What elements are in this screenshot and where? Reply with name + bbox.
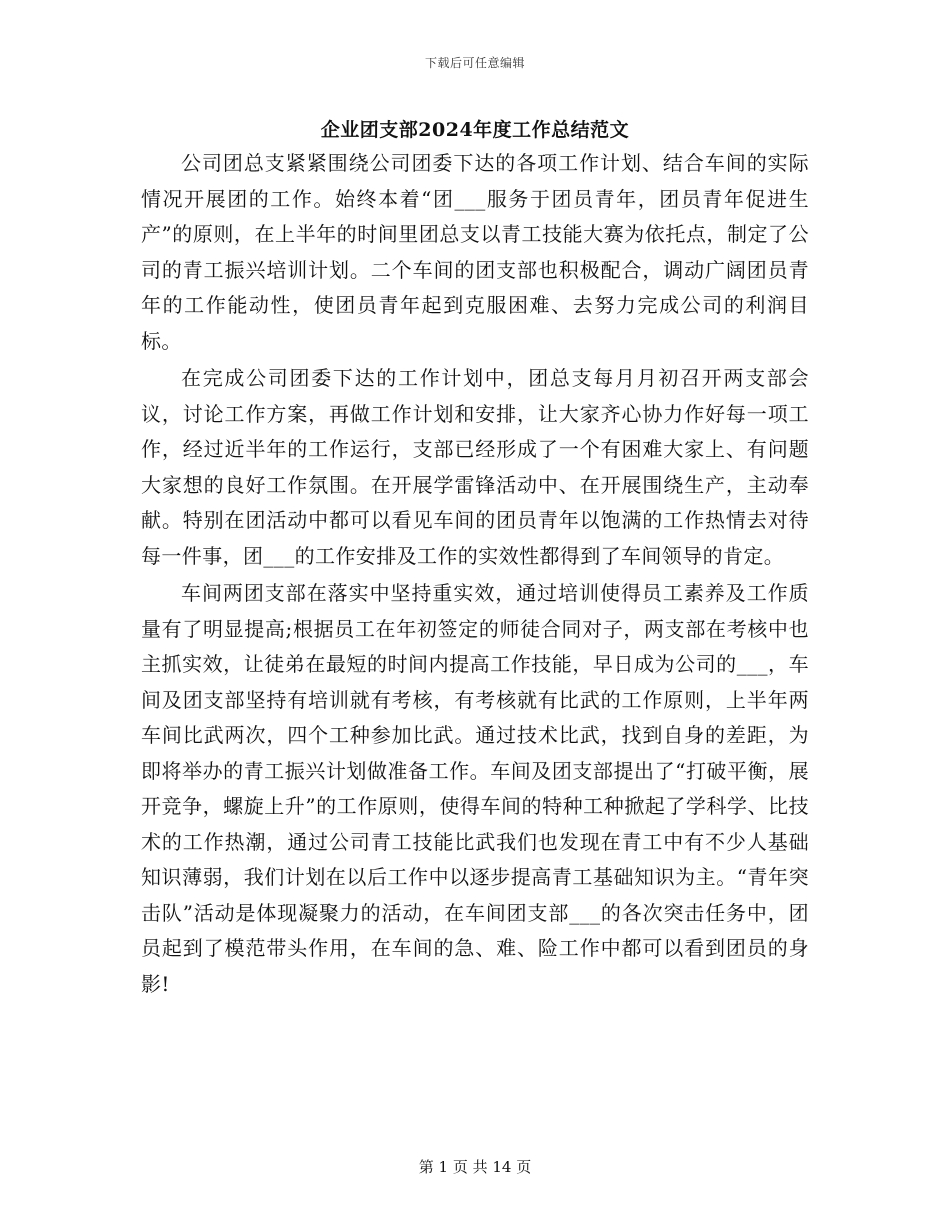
paragraph-2: 在完成公司团委下达的工作计划中，团总支每月月初召开两支部会议，讨论工作方案，再做工作计划和安排，让大家齐心协力作好每一项工作，经过近半年的工作运行，支部已经形成了一个有困难大家上、有问题大家想的良好工作氛围。在开展学雷锋活动中、在开展围绕生产，主动奉献。特别在团活动中都可以看见车间的团员青年以饱满的工作热情去对待每一件事，团___的工作安排及工作的实效性都得到了车间领导的肯定。 [141,366,809,568]
paragraph-1: 公司团总支紧紧围绕公司团委下达的各项工作计划、结合车间的实际情况开展团的工作。始终本着“团___服务于团员青年，团员青年促进生产”的原则，在上半年的时间里团总支以青工技能大赛为依托点，制定了公司的青工振兴培训计划。二个车间的团支部也积极配合，调动广阔团员青年的工作能动性，使团员青年起到克服困难、去努力完成公司的利润目标。 [141,151,809,353]
document-title: 企业团支部2024年度工作总结范文 [320,119,630,141]
paragraph-3: 车间两团支部在落实中坚持重实效，通过培训使得员工素养及工作质量有了明显提高;根据员工在年初签定的师徒合同对子，两支部在考核中也主抓实效，让徒弟在最短的时间内提高工作技能，早日成为公司的___，车间及团支部坚持有培训就有考核，有考核就有比武的工作原则，上半年两车间比武两次，四个工种参加比武。通过技术比武，找到自身的差距，为即将举办的青工振兴计划做准备工作。车间及团支部提出了“打破平衡，展开竞争，螺旋上升”的工作原则，使得车间的特种工种掀起了学科学、比技术的工作热潮，通过公司青工技能比武我们也发现在青工中有不少人基础知识薄弱，我们计划在以后工作中以逐步提高青工基础知识为主。“青年突击队”活动是体现凝聚力的活动，在车间团支部___的各次突击任务中，团员起到了模范带头作用，在车间的急、难、险工作中都可以看到团员的身影! [141,581,809,996]
header-note: 下载后可任意编辑 [424,56,525,70]
document-body [141,146,809,1002]
page-number: 第 1 页 共 14 页 [418,1158,532,1176]
